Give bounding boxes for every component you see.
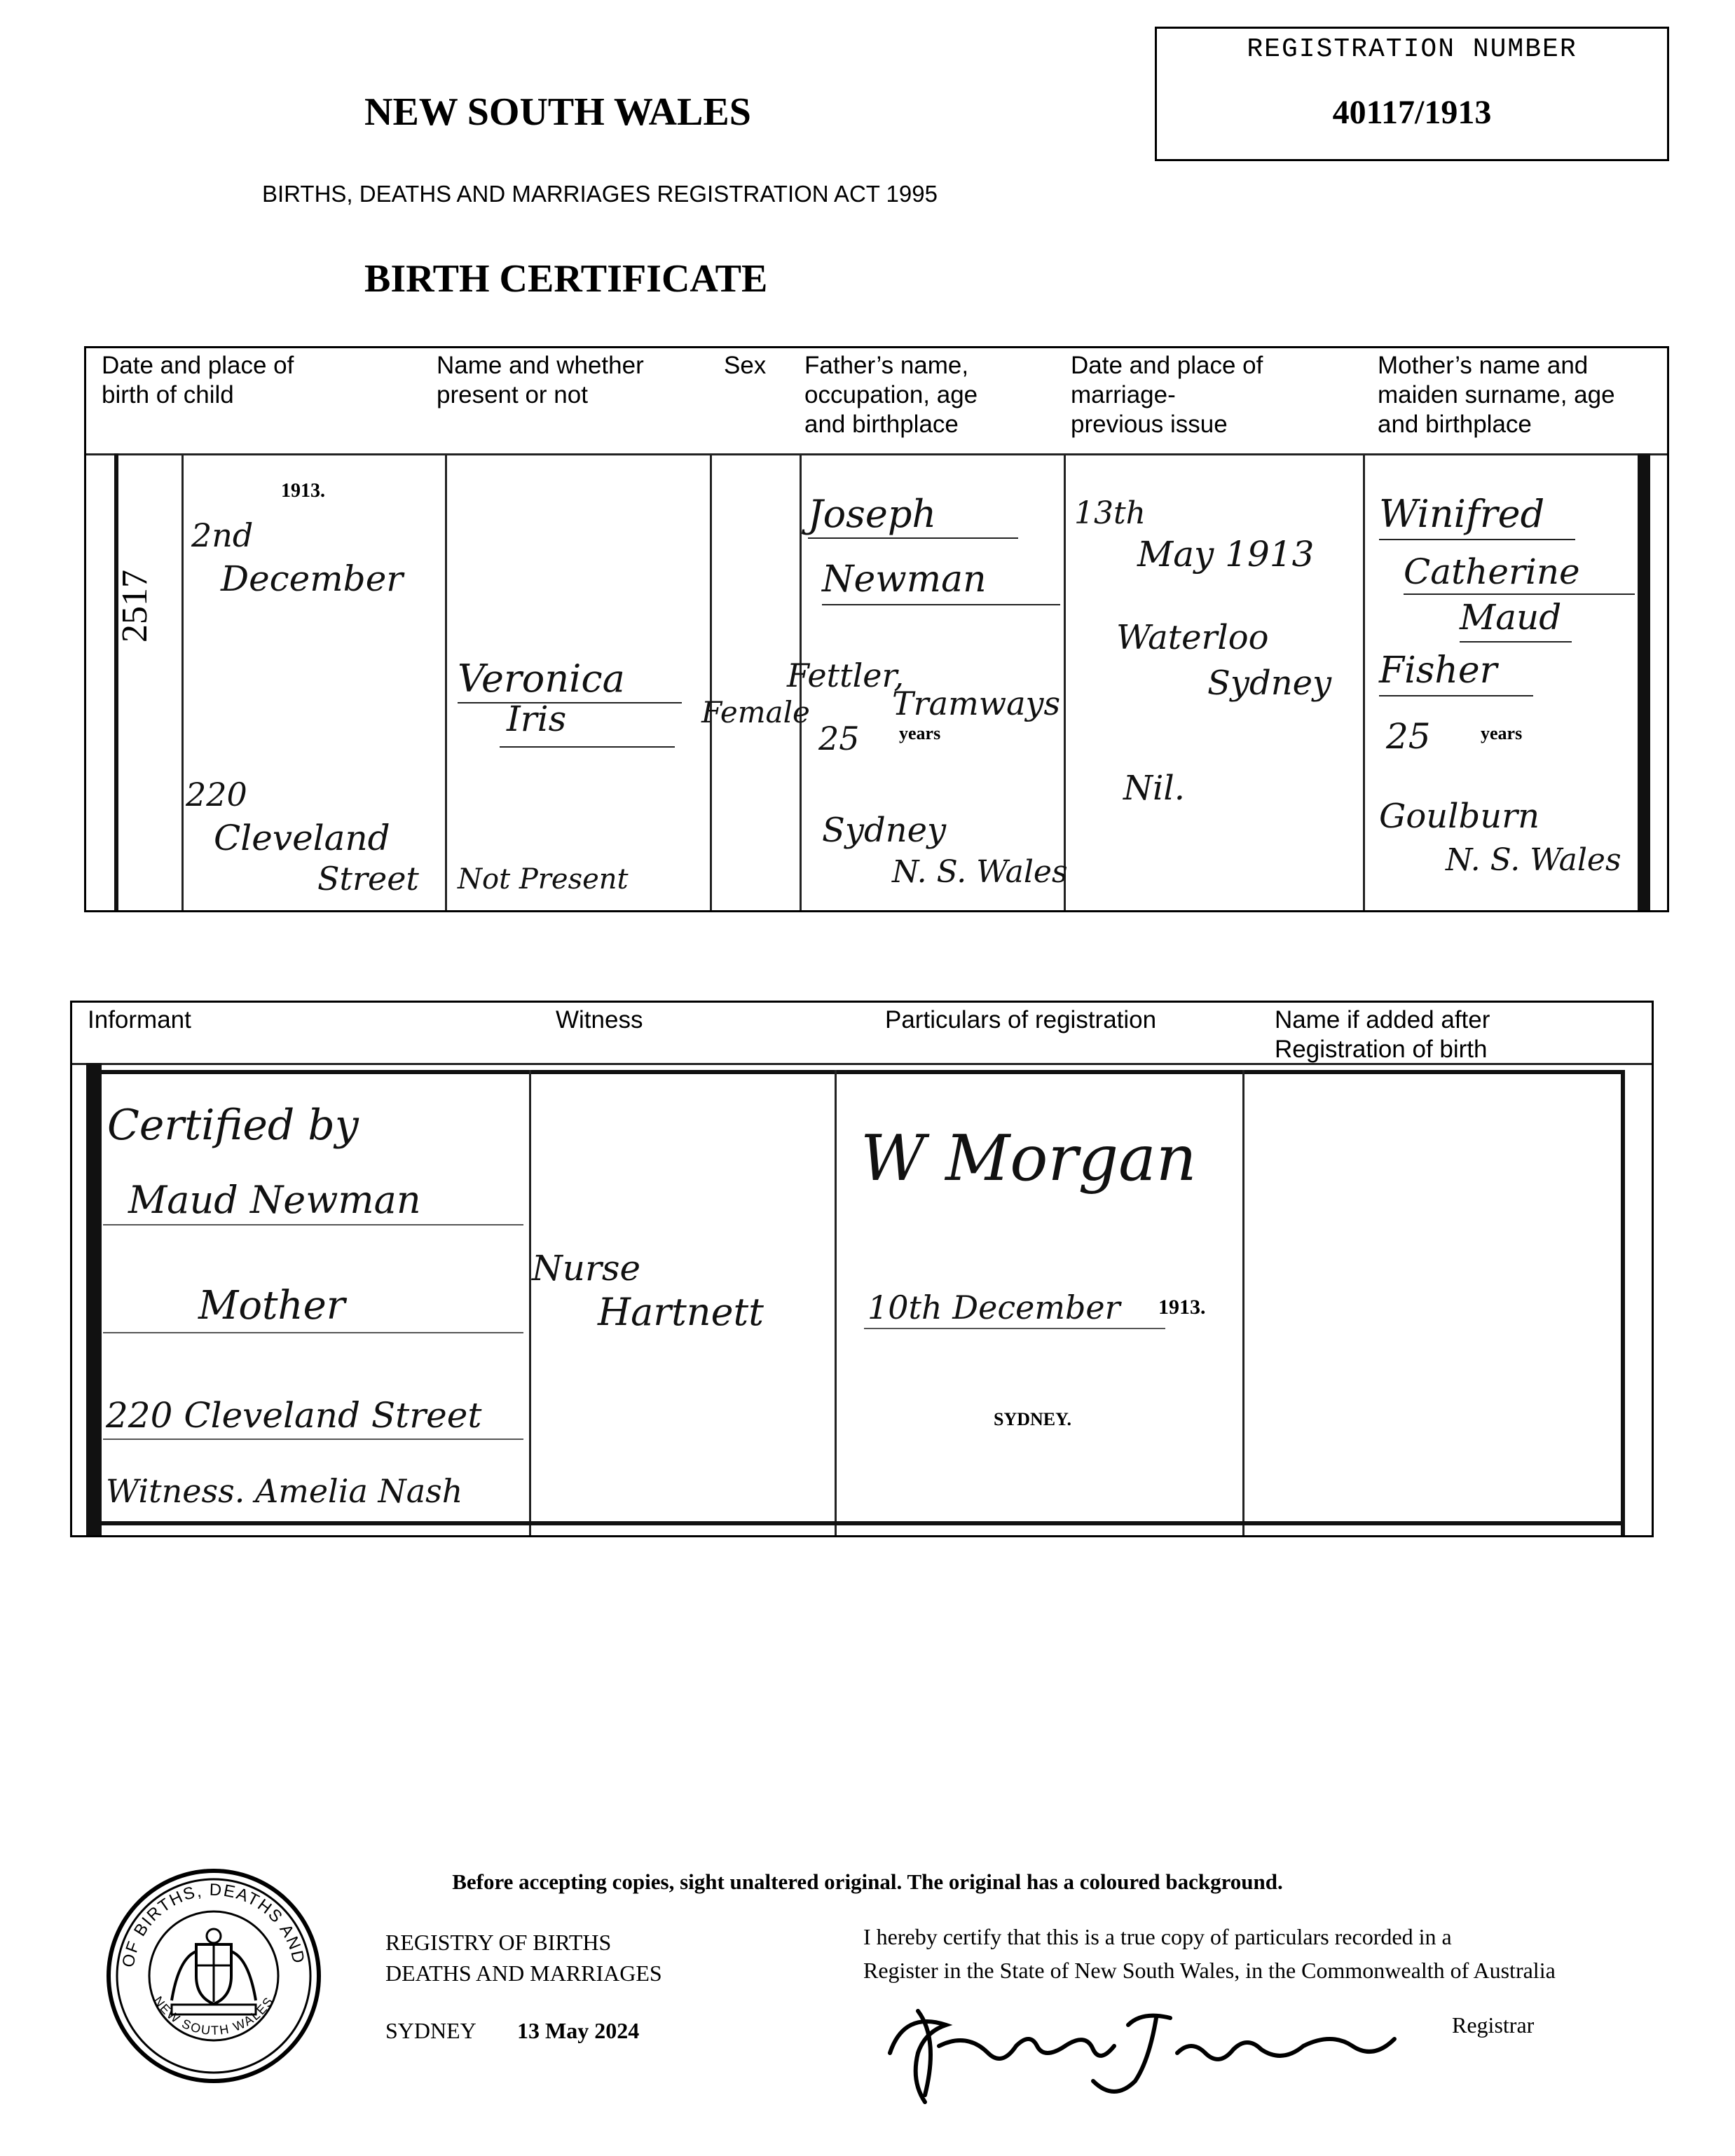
mother-age-unit: years (1481, 723, 1523, 743)
witness-line-1: Nurse (532, 1248, 641, 1289)
mother-name-2: Catherine (1404, 551, 1580, 592)
authenticity-notice: Before accepting copies, sight unaltered original. The original has a coloured background. (452, 1869, 1283, 1894)
column-divider (181, 453, 184, 910)
seal-icon (105, 1867, 322, 2085)
signature-icon (876, 1997, 1408, 2109)
informant-line-2: Maud Newman (128, 1178, 421, 1222)
birth-details-table (84, 346, 1669, 912)
birth-year: 1913. (281, 480, 325, 502)
header-divider (72, 1063, 1652, 1065)
register-border-right (1638, 453, 1650, 910)
mother-name-4: Fisher (1379, 650, 1497, 692)
father-birthplace-1: Sydney (822, 811, 947, 850)
column-divider (1363, 453, 1365, 910)
child-sex: Female (701, 695, 810, 729)
registration-place: SYDNEY. (994, 1409, 1072, 1429)
birth-day: 2nd (191, 516, 254, 554)
father-age: 25 (818, 720, 860, 757)
father-occupation-1: Fettler, (787, 657, 905, 694)
informant-line-5: Witness. Amelia Nash (106, 1472, 463, 1510)
mother-name-1: Winifred (1379, 492, 1545, 536)
registrar-seal (105, 1867, 322, 2085)
mother-age: 25 (1386, 716, 1431, 757)
registration-year: 1913. (1158, 1296, 1206, 1319)
issue-place: SYDNEY (385, 2018, 476, 2043)
father-occupation-2: Tramways (892, 685, 1061, 722)
registrar-signature: W Morgan (860, 1122, 1197, 1195)
register-border-right (1621, 1070, 1625, 1535)
dotted-rule (103, 1224, 523, 1225)
column-header-father: Father’s name, occupation, age and birthplace (804, 352, 978, 438)
registration-number-value: 40117/1913 (1332, 94, 1492, 131)
column-divider (835, 1070, 837, 1535)
underline (1460, 641, 1572, 643)
marriage-place-1: Waterloo (1116, 618, 1269, 657)
seal-text-top: OF BIRTHS, DEATHS AND (118, 1880, 308, 1969)
register-border-left (114, 453, 118, 910)
birth-address-3: Street (317, 860, 419, 898)
registry-name: REGISTRY OF BIRTHS DEATHS AND MARRIAGES (385, 1930, 662, 1986)
column-divider (445, 453, 447, 910)
state-title: NEW SOUTH WALES (364, 90, 751, 134)
certificate-title: BIRTH CERTIFICATE (364, 257, 768, 301)
underline (458, 702, 682, 703)
seal-text-bottom: NEW SOUTH WALES (151, 1993, 277, 2038)
father-birthplace-2: N. S. Wales (892, 854, 1068, 890)
column-divider (529, 1070, 531, 1535)
dotted-rule (103, 1439, 523, 1440)
father-name-1: Joseph (808, 492, 937, 536)
column-header-sex: Sex (724, 352, 767, 379)
witness-line-2: Hartnett (598, 1290, 764, 1334)
mother-birthplace-2: N. S. Wales (1446, 842, 1621, 878)
registration-date: 10th December (868, 1289, 1120, 1326)
informant-line-3: Mother (198, 1283, 345, 1328)
column-divider (1064, 453, 1066, 910)
informant-line-1: Certified by (107, 1101, 359, 1150)
column-divider (710, 453, 712, 910)
register-border-bottom (86, 1521, 1624, 1525)
column-header-child-name: Name and whether present or not (437, 352, 644, 408)
birth-address-1: 220 (186, 776, 247, 813)
marriage-date-2: May 1913 (1137, 534, 1315, 575)
dotted-rule (103, 1332, 523, 1333)
child-name-1: Veronica (458, 657, 625, 701)
svg-text:REGISTRAR OF BIRTHS, DEATHS AN (105, 1867, 309, 1975)
header-divider (86, 453, 1667, 455)
underline (808, 537, 1018, 539)
column-header-witness: Witness (556, 1006, 643, 1034)
column-header-name-added: Name if added after Registration of birth (1275, 1006, 1490, 1063)
registration-number-box (1155, 27, 1669, 161)
register-border-left (86, 1063, 102, 1535)
father-age-unit: years (899, 723, 941, 743)
registration-details-table (70, 1001, 1654, 1537)
child-name-2: Iris (507, 699, 567, 739)
underline (500, 746, 675, 748)
dotted-rule (864, 1328, 1165, 1329)
certification-statement: I hereby certify that this is a true copy of particulars recorded in a Register in the State of New South Wales, in the Commonwealth of Australia (863, 1924, 1556, 1983)
child-presence: Not Present (458, 863, 629, 895)
column-divider (1242, 1070, 1244, 1535)
registration-number-label: REGISTRATION NUMBER (1247, 34, 1577, 64)
underline (1379, 539, 1575, 540)
informant-line-4: 220 Cleveland Street (106, 1395, 482, 1436)
underline (822, 604, 1060, 605)
registrar-label: Registrar (1452, 2012, 1535, 2038)
underline (1404, 593, 1635, 595)
marriage-place-2: Sydney (1207, 664, 1332, 703)
father-name-2: Newman (822, 558, 987, 600)
birth-month: December (221, 558, 404, 599)
column-header-marriage: Date and place of marriage- previous issue (1071, 352, 1263, 438)
registrar-signature-image (876, 1997, 1408, 2109)
column-header-particulars: Particulars of registration (885, 1006, 1157, 1034)
marriage-date-1: 13th (1074, 495, 1146, 531)
entry-number: 2517 (115, 570, 155, 643)
column-header-birth-date-place: Date and place of birth of child (102, 352, 294, 408)
mother-name-3: Maud (1460, 597, 1562, 638)
mother-birthplace-1: Goulburn (1379, 797, 1540, 836)
issue-date: 13 May 2024 (517, 2018, 640, 2043)
register-border-top (86, 1070, 1624, 1074)
act-title: BIRTHS, DEATHS AND MARRIAGES REGISTRATION ACT 1995 (262, 181, 938, 207)
underline (1379, 695, 1533, 696)
column-header-mother: Mother’s name and maiden surname, age and birthplace (1378, 352, 1615, 438)
marriage-previous-issue: Nil. (1123, 769, 1185, 808)
birth-address-2: Cleveland (214, 818, 390, 858)
column-header-informant: Informant (88, 1006, 191, 1034)
